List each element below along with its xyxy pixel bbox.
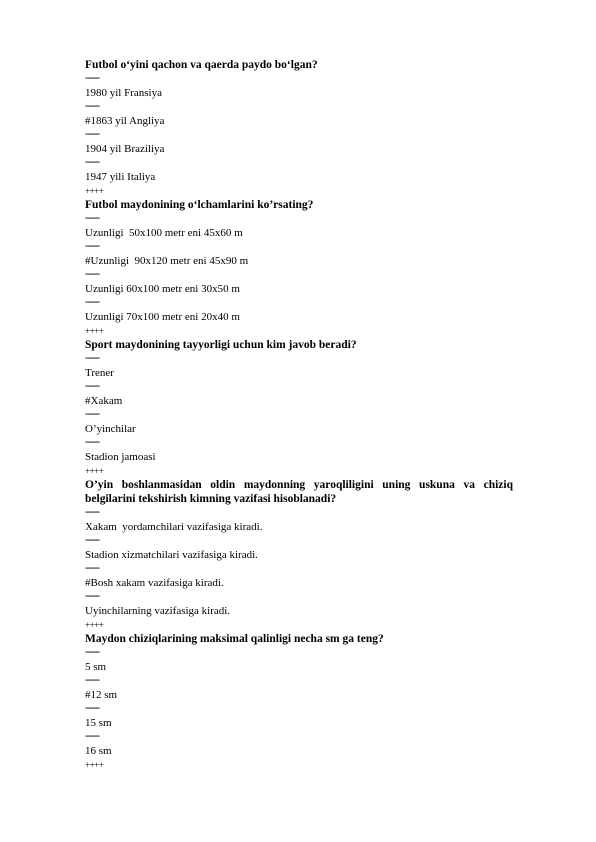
answer-option: #12 sm: [85, 689, 118, 701]
answer-separator: ====: [85, 158, 100, 167]
answer-option: 1947 yili Italiya: [85, 171, 156, 183]
answer-separator: ====: [85, 74, 100, 83]
answer-option: 16 sm: [85, 745, 112, 757]
answer-option: #Bosh xakam vazifasiga kiradi.: [85, 577, 224, 589]
answer-separator: ====: [85, 214, 100, 223]
answer-option: Stadion xizmatchilari vazifasiga kiradi.: [85, 549, 258, 561]
answer-separator: ====: [85, 732, 100, 741]
question-block-3: [85, 338, 513, 478]
answer-separator: ====: [85, 508, 100, 517]
question-block-4: [85, 478, 513, 632]
answer-option: 1980 yil Fransiya: [85, 87, 162, 99]
answer-option: Uzunligi 50x100 metr eni 45x60 m: [85, 227, 243, 239]
answer-option: O’yinchilar: [85, 423, 136, 435]
answer-option: Uyinchilarning vazifasiga kiradi.: [85, 605, 231, 617]
answer-option: Uzunligi 60x100 metr eni 30x50 m: [85, 283, 240, 295]
answer-option: #Uzunligi 90x120 metr eni 45x90 m: [85, 255, 249, 267]
question-text: Futbol o‘yini qachon va qaerda paydo bo‘lgan?: [85, 59, 318, 71]
answer-separator: ====: [85, 564, 100, 573]
question-text: O’yin boshlanmasidan oldin maydonning yaroqliligini uning uskuna va chiziq belgilarini tekshirish kimning vazifasi hisoblanadi?: [85, 479, 513, 505]
answer-option: Stadion jamoasi: [85, 451, 156, 463]
question-text: Sport maydonining tayyorligi uchun kim javob beradi?: [85, 339, 357, 351]
question-end-marker: ++++: [85, 620, 104, 630]
question-end-marker: ++++: [85, 466, 104, 476]
question-end-marker: ++++: [85, 186, 104, 196]
answer-separator: ====: [85, 536, 100, 545]
question-block-1: [85, 58, 513, 198]
answer-option: 1904 yil Braziliya: [85, 143, 165, 155]
answer-option: Xakam yordamchilari vazifasiga kiradi.: [85, 521, 263, 533]
answer-separator: ====: [85, 648, 100, 657]
answer-separator: ====: [85, 438, 100, 447]
answer-option: 5 sm: [85, 661, 107, 673]
answer-separator: ====: [85, 704, 100, 713]
answer-option: Uzunligi 70x100 metr eni 20x40 m: [85, 311, 240, 323]
answer-separator: ====: [85, 102, 100, 111]
question-end-marker: ++++: [85, 760, 104, 770]
answer-separator: ====: [85, 242, 100, 251]
answer-separator: ====: [85, 592, 100, 601]
question-text: Futbol maydonining o‘lchamlarini ko’rsating?: [85, 199, 314, 211]
answer-separator: ====: [85, 382, 100, 391]
answer-option: #Xakam: [85, 395, 123, 407]
question-block-2: [85, 198, 513, 338]
answer-separator: ====: [85, 410, 100, 419]
answer-option: Trener: [85, 367, 114, 379]
answer-option: #1863 yil Angliya: [85, 115, 165, 127]
answer-separator: ====: [85, 354, 100, 363]
question-block-5: [85, 632, 513, 772]
document-page: [85, 58, 513, 772]
question-text: Maydon chiziqlarining maksimal qalinligi necha sm ga teng?: [85, 633, 384, 645]
answer-separator: ====: [85, 130, 100, 139]
answer-option: 15 sm: [85, 717, 112, 729]
answer-separator: ====: [85, 270, 100, 279]
answer-separator: ====: [85, 676, 100, 685]
answer-separator: ====: [85, 298, 100, 307]
question-end-marker: ++++: [85, 326, 104, 336]
